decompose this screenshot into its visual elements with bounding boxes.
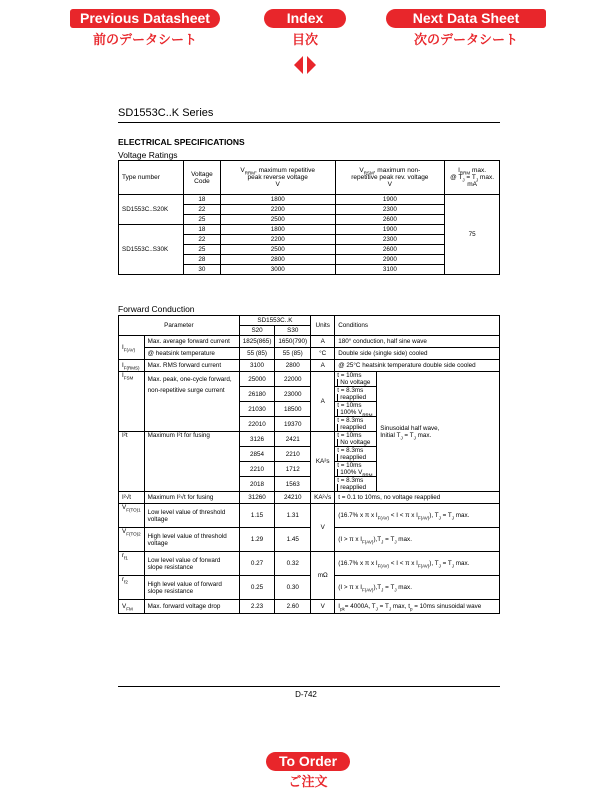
cell-s30: 2800: [275, 360, 311, 372]
cell-unit: KA²s: [311, 432, 335, 492]
cell-vrrm: 1800: [220, 225, 335, 235]
cell-s20: 1.29: [239, 528, 275, 552]
voltage-ratings-title: Voltage Ratings: [118, 150, 178, 160]
forward-header-row: [119, 316, 500, 326]
cell-unit: A: [311, 336, 335, 348]
cell-s30: 2210: [275, 447, 311, 462]
cell-vrsm: 2600: [335, 245, 445, 255]
param-text: non-repetitive surge current: [144, 387, 239, 432]
cell-s30: 1.45: [275, 528, 311, 552]
cell-condition: (16.7% x π x $I_{F(AV)} < I < \pi$ x $I_{F(AV)}$), $T_J = T_J$ max.: [335, 504, 500, 528]
cell-condition: (I > π x $I_{F(AV)}),T_J = T_J$ max.: [335, 576, 500, 600]
cell-condition: @ 25°C heatsink temperature double side cooled: [335, 360, 500, 372]
cell-s30: 55 (85): [275, 348, 311, 360]
table-row: [119, 504, 500, 528]
cell-time: t = 10ms 100% $V_{RRM}$: [335, 462, 377, 477]
cell-s30: 2.60: [275, 600, 311, 614]
sym-ifav: $I_{F(AV)}$: [119, 336, 145, 360]
param-text: Low level value of threshold voltage: [144, 504, 239, 528]
col-irrm: $I_{RRM}$ max. @ $T_J = T_J$ max. mA: [445, 161, 500, 195]
type-s20k: SD1553C..S20K: [119, 195, 184, 225]
cell-s30: 0.32: [275, 552, 311, 576]
param-text: High level value of forward slope resistance: [144, 576, 239, 600]
to-order-button[interactable]: To Order: [266, 752, 350, 771]
cell-code: 22: [183, 235, 220, 245]
col-type-number: Type number: [119, 161, 184, 195]
cell-s20: 1.15: [239, 504, 275, 528]
col-conditions: Conditions: [335, 316, 500, 336]
cell-vrrm: 2500: [220, 245, 335, 255]
cell-code: 25: [183, 245, 220, 255]
cell-code: 22: [183, 205, 220, 215]
param-text: Max. forward voltage drop: [144, 600, 239, 614]
cell-vrsm: 2600: [335, 215, 445, 225]
cell-s20: 1825(865): [239, 336, 275, 348]
param-text: Max. average forward current: [144, 336, 239, 348]
sym-i2rt: I²√t: [119, 492, 145, 504]
voltage-header-row: [119, 161, 500, 195]
cell-code: 18: [183, 225, 220, 235]
cell-unit: KA²√s: [311, 492, 335, 504]
table-row: [119, 492, 500, 504]
table-row: [119, 195, 500, 205]
cell-s20: 22010: [239, 417, 275, 432]
cell-s20: 2210: [239, 462, 275, 477]
cell-s30: 22000: [275, 372, 311, 387]
param-text: @ heatsink temperature: [144, 348, 239, 360]
cell-time: t = 10ms 100% $V_{RRM}$: [335, 402, 377, 417]
cell-vrsm: 2300: [335, 205, 445, 215]
cell-unit: A: [311, 372, 335, 432]
cell-s30: 24210: [275, 492, 311, 504]
cell-s30: 1563: [275, 477, 311, 492]
col-parameter: Parameter: [119, 316, 240, 336]
cell-s30: 1712: [275, 462, 311, 477]
table-row: [119, 372, 500, 387]
cell-condition: (16.7% x π x $I_{F(AV)} < I < \pi$ x $I_{F(AV)}$), $T_J = T_J$ max.: [335, 552, 500, 576]
cell-vrrm: 3000: [220, 265, 335, 275]
cell-s20: 3126: [239, 432, 275, 447]
cell-time: t = 10ms No voltage: [335, 372, 377, 387]
table-row: [119, 360, 500, 372]
cell-s30: 1650(790): [275, 336, 311, 348]
col-s20: S20: [239, 326, 275, 336]
cell-s20: 0.25: [239, 576, 275, 600]
cell-vrsm: 1900: [335, 225, 445, 235]
cell-s20: 2018: [239, 477, 275, 492]
left-arrow-icon[interactable]: [294, 56, 303, 74]
right-arrow-icon[interactable]: [307, 56, 316, 74]
col-voltage-code: Voltage Code: [183, 161, 220, 195]
sym-ifrms: $I_{F(RMS)}$: [119, 360, 145, 372]
cell-vrrm: 2200: [220, 235, 335, 245]
cell-s30: 23000: [275, 387, 311, 402]
cell-s30: 18500: [275, 402, 311, 417]
cell-time: t = 8.3ms reapplied: [335, 447, 377, 462]
cell-s30: 0.30: [275, 576, 311, 600]
page-number: D-742: [295, 690, 317, 699]
table-row: [119, 336, 500, 348]
next-datasheet-button[interactable]: Next Data Sheet: [386, 9, 546, 28]
section-title: ELECTRICAL SPECIFICATIONS: [118, 137, 245, 147]
cell-unit: mΩ: [311, 552, 335, 600]
prev-next-arrows-icon[interactable]: [292, 55, 318, 75]
to-order-sublabel[interactable]: ご注文: [288, 774, 328, 789]
forward-conduction-title: Forward Conduction: [118, 304, 195, 314]
index-button[interactable]: Index: [264, 9, 346, 28]
param-text: Maximum I²√t for fusing: [144, 492, 239, 504]
cell-s20: 55 (85): [239, 348, 275, 360]
sym-i2t: I²t: [119, 432, 145, 492]
series-title: SD1553C..K Series: [118, 107, 214, 119]
cell-s30: 2421: [275, 432, 311, 447]
forward-conduction-table: [118, 315, 500, 614]
param-text: Maximum I²t for fusing: [144, 432, 239, 492]
cell-s20: 26180: [239, 387, 275, 402]
cell-s20: 2.23: [239, 600, 275, 614]
next-datasheet-sublabel[interactable]: 次のデータシート: [413, 32, 518, 47]
cell-vrrm: 2200: [220, 205, 335, 215]
cell-code: 25: [183, 215, 220, 225]
index-sublabel[interactable]: 目次: [291, 32, 318, 47]
type-s30k: SD1553C..S30K: [119, 225, 184, 275]
cell-time: t = 8.3ms reapplied: [335, 387, 377, 402]
cell-condition: $I_{pk}= 4000A$, $T_J = T_J$ max, $t_p = 10ms$ sinusoidal wave: [335, 600, 500, 614]
table-row: [119, 576, 500, 600]
cell-s30: 1.31: [275, 504, 311, 528]
table-row: [119, 600, 500, 614]
cell-code: 18: [183, 195, 220, 205]
cell-vrsm: 3100: [335, 265, 445, 275]
cell-code: 30: [183, 265, 220, 275]
cell-unit: V: [311, 600, 335, 614]
col-vrsm: $V_{RSM}$, maximum non- repetitive peak rev. voltage V: [335, 161, 445, 195]
cell-unit: V: [311, 504, 335, 552]
cell-condition: t = 0.1 to 10ms, no voltage reapplied: [335, 492, 500, 504]
cell-time: t = 8.3ms reapplied: [335, 417, 377, 432]
param-text: Max. peak, one-cycle forward,: [144, 372, 239, 387]
cell-irrm: 75: [445, 195, 500, 275]
sym-vfto2: $V_{F(TO)2}$: [119, 528, 145, 552]
footer-rule: [118, 686, 500, 687]
cell-s20: 0.27: [239, 552, 275, 576]
cell-s20: 2854: [239, 447, 275, 462]
cell-unit: °C: [311, 348, 335, 360]
sym-vfm: $V_{FM}$: [119, 600, 145, 614]
table-row: [119, 348, 500, 360]
cell-time: t = 10ms No voltage: [335, 432, 377, 447]
cell-time: t = 8.3ms reapplied: [335, 477, 377, 492]
table-row: [119, 225, 500, 235]
cell-sinusoidal-note: Sinusoidal half wave, Initial $T_J = T_J$ max.: [377, 372, 500, 492]
cell-s30: 19370: [275, 417, 311, 432]
cell-s20: 21030: [239, 402, 275, 417]
cell-code: 28: [183, 255, 220, 265]
cell-condition: Double side (single side) cooled: [335, 348, 500, 360]
voltage-ratings-table: [118, 160, 500, 275]
param-text: Low level value of forward slope resistance: [144, 552, 239, 576]
table-row: [119, 552, 500, 576]
sym-vfto1: $V_{F(TO)1}$: [119, 504, 145, 528]
col-vrrm: $V_{RRM}$, maximum repetitive peak reverse voltage V: [220, 161, 335, 195]
cell-s20: 25000: [239, 372, 275, 387]
cell-condition: (I > π x $I_{F(AV)}),T_J = T_J$ max.: [335, 528, 500, 552]
cell-s20: 31260: [239, 492, 275, 504]
param-text: Max. RMS forward current: [144, 360, 239, 372]
previous-datasheet-button[interactable]: Previous Datasheet: [70, 9, 220, 28]
col-s30: S30: [275, 326, 311, 336]
sym-rf1: $r_{f1}$: [119, 552, 145, 576]
param-text: High level value of threshold voltage: [144, 528, 239, 552]
cell-vrsm: 2900: [335, 255, 445, 265]
cell-s20: 3100: [239, 360, 275, 372]
cell-vrsm: 1900: [335, 195, 445, 205]
col-group: SD1553C..K: [239, 316, 310, 326]
cell-unit: A: [311, 360, 335, 372]
col-units: Units: [311, 316, 335, 336]
previous-datasheet-sublabel[interactable]: 前のデータシート: [92, 32, 197, 47]
table-row: [119, 528, 500, 552]
sym-ifsm: $I_{FSM}$: [119, 372, 145, 432]
cell-vrrm: 1800: [220, 195, 335, 205]
header-rule: [118, 122, 500, 123]
cell-vrrm: 2500: [220, 215, 335, 225]
cell-vrsm: 2300: [335, 235, 445, 245]
cell-vrrm: 2800: [220, 255, 335, 265]
cell-condition: 180° conduction, half sine wave: [335, 336, 500, 348]
sym-rf2: $r_{f2}$: [119, 576, 145, 600]
